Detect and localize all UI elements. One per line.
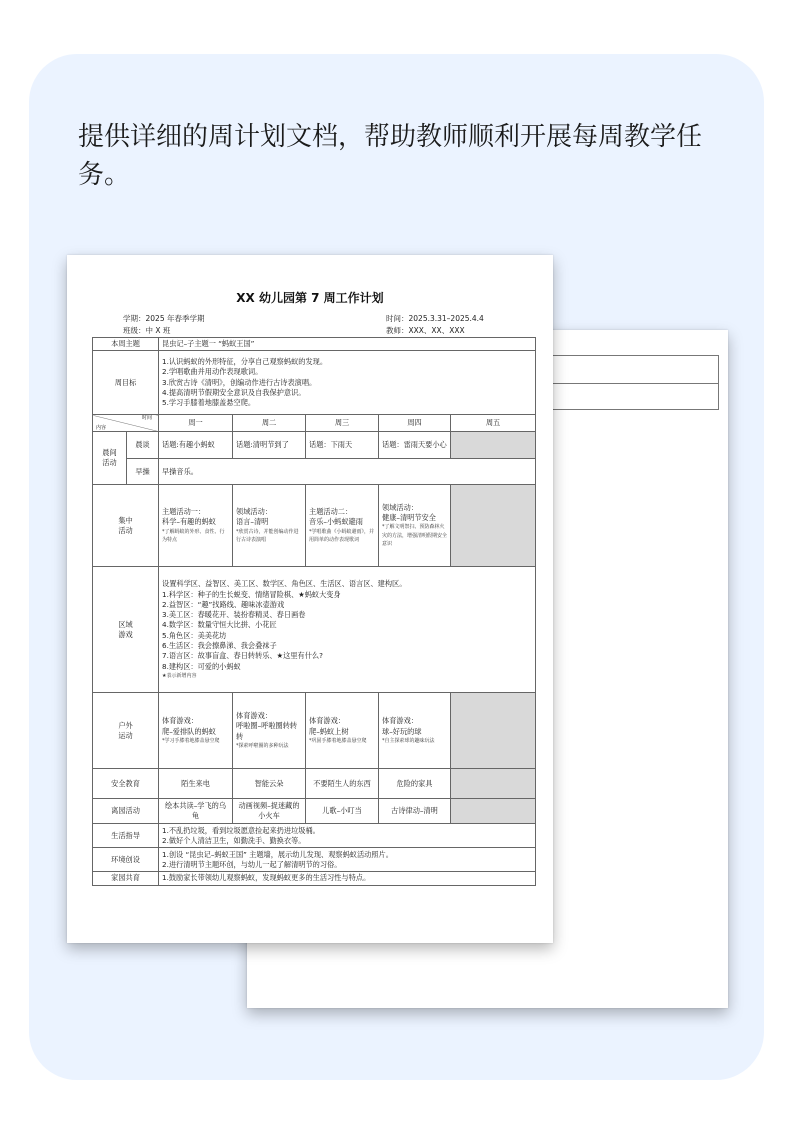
life-item: 1.不乱扔垃圾，看到垃圾愿意捡起来扔进垃圾桶。 (162, 825, 320, 835)
safety-cell: 陌生来电 (159, 769, 233, 799)
goal-item: 2.学唱歌曲并用动作表现歌词。 (162, 367, 263, 377)
env-row (93, 848, 536, 872)
safety-row (93, 769, 536, 799)
area-game-row (93, 567, 536, 693)
empty-cell (451, 799, 536, 824)
empty-cell (451, 769, 536, 799)
outdoor-row (93, 693, 536, 769)
area-item: 3.美工区：春暖花开、装扮春精灵、春日画卷 (162, 610, 306, 620)
outdoor-title: 体育游戏： (309, 716, 345, 726)
outdoor-main: 球–好玩的球 (382, 726, 422, 736)
leave-label: 离园活动 (93, 799, 159, 824)
activity-title: 主题活动一： (162, 507, 206, 517)
goal-item: 1.认识蚂蚁的外形特征，分享自己观察蚂蚁的发现。 (162, 357, 328, 367)
theme-label: 本周主题 (93, 338, 159, 351)
document-title: XX 幼儿园第 7 周工作计划 (236, 291, 384, 305)
day-friday: 周五 (451, 415, 536, 432)
day-thursday: 周四 (379, 415, 451, 432)
group-activity-cell (233, 485, 306, 567)
morning-chat-row (93, 432, 536, 459)
exercise-row (93, 459, 536, 485)
theme-row (93, 338, 536, 351)
goal-item: 4.提高清明节假期安全意识及自我保护意识。 (162, 387, 306, 397)
group-activity-cell (306, 485, 379, 567)
activity-main: 语言–清明 (236, 517, 269, 527)
outdoor-main: 呼啦圈–呼啦圈转转转 (236, 721, 298, 741)
empty-cell (451, 485, 536, 567)
area-item: 2.益智区：“趣”找路线、趣味冰壶游戏 (162, 599, 285, 609)
empty-cell (451, 432, 536, 459)
goal-item: 5.学习手膝着地膝盖悬空爬。 (162, 398, 256, 408)
chat-cell: 话题：下雨天 (306, 432, 379, 459)
header-time: 时间 (142, 415, 153, 422)
activity-title: 领域活动： (382, 502, 418, 512)
goals-row (93, 351, 536, 415)
goal-item: 3.欣赏古诗《清明》，创编动作进行古诗表演唱。 (162, 377, 317, 387)
outdoor-cell (159, 693, 233, 769)
day-header-row (93, 415, 536, 432)
exercise-value: 早操音乐。 (159, 459, 536, 485)
class-info: 班级：中 X 班 (123, 326, 171, 335)
outdoor-title: 体育游戏： (236, 711, 272, 721)
group-activity-cell (379, 485, 451, 567)
chat-label: 晨谈 (127, 432, 159, 459)
activity-title: 领域活动： (236, 507, 272, 517)
outdoor-cell (379, 693, 451, 769)
area-item: 1.科学区：种子的生长蜕变、情绪冒险棋、★蚂蚁大变身 (162, 589, 341, 599)
headline: 提供详细的周计划文档，帮助教师顺利开展每周教学任务。 (78, 122, 703, 190)
activity-note: *学唱歌曲《小蚂蚁避雨》，并用简单的动作表现歌词 (309, 528, 375, 544)
activity-main: 健康–清明节安全 (382, 513, 436, 523)
area-item: 6.生活区：我会擦鼻涕、我会叠袜子 (162, 641, 277, 651)
empty-cell (451, 693, 536, 769)
outdoor-title: 体育游戏： (382, 716, 418, 726)
chat-cell: 话题:清明节到了 (233, 432, 306, 459)
area-item: 4.数学区：数量守恒大比拼、小花匠 (162, 620, 277, 630)
home-value: 1.鼓励家长带领幼儿观察蚂蚁，发现蚂蚁更多的生活习性与特点。 (159, 872, 536, 885)
day-monday: 周一 (159, 415, 233, 432)
life-label: 生活指导 (93, 824, 159, 848)
header-content: 内容 (96, 425, 107, 432)
teacher-info: 教师：XXX、XX、XXX (386, 326, 465, 335)
leave-cell: 绘本共读–学飞的乌龟 (159, 799, 233, 824)
area-item: 8.建构区：可爱的小蚂蚁 (162, 661, 241, 671)
goals-list (159, 351, 536, 415)
safety-cell: 智能云朵 (233, 769, 306, 799)
morning-activity-label: 晨间 活动 (93, 432, 127, 485)
outdoor-cell (233, 693, 306, 769)
activity-main: 科学–有趣的蚂蚁 (162, 517, 216, 527)
env-label: 环境创设 (93, 848, 159, 872)
area-game-label: 区域 游戏 (93, 567, 159, 693)
env-item: 2.进行清明节主题环创，与幼儿一起了解清明节的习俗。 (162, 859, 342, 869)
outdoor-note: *巩固手膝着地膝盖悬空爬 (309, 737, 367, 744)
outdoor-note: *探索呼啦圈的多种玩法 (236, 743, 289, 750)
area-item: 设置科学区、益智区、美工区、数学区、角色区、生活区、语言区、建构区。 (162, 579, 407, 589)
outdoor-main: 爬–爱排队的蚂蚁 (162, 726, 216, 736)
life-item: 2.做好个人清洁卫生，如勤洗手、勤换衣等。 (162, 835, 306, 845)
leave-row (93, 799, 536, 824)
env-list (159, 848, 536, 872)
time-info: 时间：2025.3.31–2025.4.4 (386, 314, 484, 323)
outdoor-title: 体育游戏： (162, 716, 198, 726)
safety-label: 安全教育 (93, 769, 159, 799)
day-wednesday: 周三 (306, 415, 379, 432)
leave-cell: 古诗律动–清明 (379, 799, 451, 824)
leave-cell: 儿歌–小叮当 (306, 799, 379, 824)
group-activity-cell (159, 485, 233, 567)
activity-note: *欣赏古诗，并能创编动作进行古诗表演唱 (236, 528, 299, 544)
front-page-preview (67, 255, 553, 943)
home-label: 家园共育 (93, 872, 159, 885)
area-item: 5.角色区：美美花坊 (162, 630, 227, 640)
chat-cell: 话题:有趣小蚂蚁 (159, 432, 233, 459)
outdoor-label: 户外 运动 (93, 693, 159, 769)
life-list (159, 824, 536, 848)
time-content-header (93, 415, 159, 432)
safety-cell: 不要陌生人的东西 (306, 769, 379, 799)
theme-value: 昆虫记–子主题一 “蚂蚁王国” (159, 338, 536, 351)
group-activity-row (93, 485, 536, 567)
outdoor-note: *学习手膝着地膝盖悬空爬 (162, 737, 220, 744)
area-item: 7.语言区：故事盲盒、春日转转乐、★这里有什么? (162, 651, 323, 661)
semester-info: 学期：2025 年春季学期 (123, 314, 205, 323)
goals-label: 周目标 (93, 351, 159, 415)
activity-note: *了解文明祭扫、预防森林火灾的方法，增强清明假期安全意识 (382, 524, 448, 548)
day-tuesday: 周二 (233, 415, 306, 432)
chat-cell: 话题：雷雨天要小心 (379, 432, 451, 459)
safety-cell: 危险的家具 (379, 769, 451, 799)
home-row (93, 872, 536, 885)
outdoor-note: *自主探索球的趣味玩法 (382, 737, 435, 744)
outdoor-main: 爬–蚂蚁上树 (309, 726, 349, 736)
weekly-plan-table (92, 337, 536, 886)
group-activity-label: 集中 活动 (93, 485, 159, 567)
area-game-list (159, 567, 536, 693)
outdoor-cell (306, 693, 379, 769)
area-note: ★表示新增内容 (162, 672, 197, 679)
activity-main: 音乐–小蚂蚁避雨 (309, 517, 363, 527)
activity-title: 主题活动二： (309, 507, 353, 517)
activity-note: *了解蚂蚁的外形、食性、行为特点 (162, 528, 225, 544)
leave-cell: 动画视频–捉迷藏的小火车 (233, 799, 306, 824)
exercise-label: 早操 (127, 459, 159, 485)
life-row (93, 824, 536, 848)
env-item: 1.创设 “昆虫记–蚂蚁王国” 主题墙，展示幼儿发现、观察蚂蚁活动照片。 (162, 849, 393, 859)
